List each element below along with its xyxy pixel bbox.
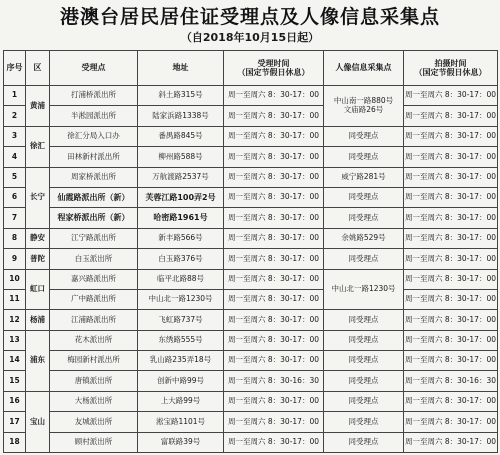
table-row (4, 310, 498, 330)
office-name: 白玉派出所 (50, 249, 138, 269)
table-row (4, 86, 498, 106)
table-row (4, 167, 498, 187)
office-name: 嘉兴路派出所 (50, 269, 138, 289)
photo-hours: 周一至周六 8：30-17：00 (404, 228, 498, 248)
photo-hours: 周一至周六 8：30-17：00 (404, 289, 498, 309)
table-row (4, 126, 498, 146)
row-number: 12 (4, 310, 26, 330)
office-address: 中山北一路1230号 (138, 289, 224, 309)
photo-hours: 周一至周六 8：30-17：00 (404, 126, 498, 146)
office-hours: 周一至周六 8：30-17：00 (224, 187, 324, 207)
district-cell: 浦东 (26, 330, 50, 391)
header-photo-hours-main: 拍摄时间 (434, 58, 467, 68)
photo-point: 同受理点 (324, 330, 404, 350)
photo-point: 同受理点 (324, 432, 404, 452)
office-address: 新丰路566号 (138, 228, 224, 248)
header-photo-hours (404, 51, 498, 86)
office-hours: 周一至周六 8：30-17：00 (224, 86, 324, 106)
row-number: 18 (4, 432, 26, 452)
office-hours: 周一至周六 8：30-17：00 (224, 412, 324, 432)
row-number: 5 (4, 167, 26, 187)
table-row (4, 106, 498, 126)
photo-hours: 周一至周六 8：30-17：00 (404, 167, 498, 187)
photo-point: 同受理点 (324, 126, 404, 146)
photo-hours: 周一至周六 8：30-17：00 (404, 269, 498, 289)
row-number: 14 (4, 351, 26, 371)
table-row (4, 208, 498, 228)
table-row (4, 391, 498, 411)
office-name: 程家桥派出所（新） (50, 208, 138, 228)
office-name: 打浦桥派出所 (50, 86, 138, 106)
photo-point: 威宁路281号 (324, 167, 404, 187)
photo-hours: 周一至周六 8：30-17：00 (404, 86, 498, 106)
office-hours: 周一至周六 8：30-17：00 (224, 289, 324, 309)
row-number: 7 (4, 208, 26, 228)
district-cell: 长宁 (26, 167, 50, 228)
office-name: 仙霞路派出所（新） (50, 187, 138, 207)
photo-hours: 周一至周六 8：30-17：00 (404, 249, 498, 269)
row-number: 2 (4, 106, 26, 126)
photo-point: 中山北一路1230号 (324, 269, 404, 310)
row-number: 13 (4, 330, 26, 350)
header-address: 地址 (138, 51, 224, 86)
office-address: 柳州路588号 (138, 147, 224, 167)
office-hours: 周一至周六 8：30-17：00 (224, 391, 324, 411)
office-name: 徐汇分局入口办 (50, 126, 138, 146)
office-name: 半淞园派出所 (50, 106, 138, 126)
office-hours: 周一至周六 8：30-17：00 (224, 249, 324, 269)
office-name: 广中路派出所 (50, 289, 138, 309)
office-hours: 周一至周六 8：30-17：00 (224, 126, 324, 146)
photo-point: 余姚路529号 (324, 228, 404, 248)
office-name: 江浦路派出所 (50, 310, 138, 330)
photo-hours: 周一至周六 8：30-17：00 (404, 330, 498, 350)
table-row (4, 187, 498, 207)
office-hours: 周一至周六 8：30-17：00 (224, 147, 324, 167)
table-row (4, 289, 498, 309)
office-hours: 周一至周六 8：30-17：00 (224, 208, 324, 228)
header-photo-hours-note: （国定节假日休息） (414, 68, 487, 77)
table-row (4, 228, 498, 248)
office-hours: 周一至周六 8：30-17：00 (224, 106, 324, 126)
office-hours: 周一至周六 8：30-17：00 (224, 310, 324, 330)
row-number: 6 (4, 187, 26, 207)
photo-hours: 周一至周六 8：30-17：00 (404, 147, 498, 167)
row-number: 11 (4, 289, 26, 309)
row-number: 4 (4, 147, 26, 167)
office-hours: 周一至周六 8：30-17：00 (224, 330, 324, 350)
table-row (4, 147, 498, 167)
header-office: 受理点 (50, 51, 138, 86)
office-name: 友城派出所 (50, 412, 138, 432)
office-address: 临平北路88号 (138, 269, 224, 289)
office-name: 唐镇派出所 (50, 371, 138, 391)
document-subtitle: （自2018年10月15日起） (180, 31, 320, 44)
header-hours-note: （国定节假日休息） (237, 68, 310, 77)
office-hours: 周一至周六 8：30-17：00 (224, 269, 324, 289)
district-cell: 徐汇 (26, 126, 50, 167)
office-address: 富联路39号 (138, 432, 224, 452)
row-number: 17 (4, 412, 26, 432)
photo-hours: 周一至周六 8：30-17：00 (404, 351, 498, 371)
photo-hours: 周一至周六 8：30-17：00 (404, 412, 498, 432)
office-address: 番禺路845号 (138, 126, 224, 146)
photo-hours: 周一至周六 8：30-17：00 (404, 391, 498, 411)
district-cell: 普陀 (26, 249, 50, 269)
row-number: 9 (4, 249, 26, 269)
photo-hours: 周一至周六 8：30-16：30 (404, 371, 498, 391)
office-address: 白玉路376号 (138, 249, 224, 269)
photo-point: 同受理点 (324, 391, 404, 411)
photo-point: 同受理点 (324, 147, 404, 167)
office-name: 花木派出所 (50, 330, 138, 350)
office-name: 大杨派出所 (50, 391, 138, 411)
photo-hours: 周一至周六 8：30-17：00 (404, 187, 498, 207)
row-number: 15 (4, 371, 26, 391)
district-cell: 宝山 (26, 391, 50, 452)
table-row (4, 412, 498, 432)
table-row (4, 330, 498, 350)
office-address: 淞宝路1101号 (138, 412, 224, 432)
photo-hours: 周一至周六 8：30-17：00 (404, 208, 498, 228)
header-district: 区 (26, 51, 50, 86)
photo-point: 同受理点 (324, 187, 404, 207)
office-address: 万航渡路2537号 (138, 167, 224, 187)
office-address: 芙蓉江路100弄2号 (138, 187, 224, 207)
service-points-table (3, 50, 498, 453)
district-cell: 杨浦 (26, 310, 50, 330)
office-hours: 周一至周六 8：30-17：00 (224, 351, 324, 371)
district-cell: 虹口 (26, 269, 50, 310)
district-cell: 静安 (26, 228, 50, 248)
photo-point: 同受理点 (324, 249, 404, 269)
table-row (4, 249, 498, 269)
photo-point: 同受理点 (324, 208, 404, 228)
photo-point: 同受理点 (324, 412, 404, 432)
header-photo: 人像信息采集点 (324, 51, 404, 86)
row-number: 3 (4, 126, 26, 146)
office-address: 创新中路99号 (138, 371, 224, 391)
office-name: 周家桥派出所 (50, 167, 138, 187)
header-hours-main: 受理时间 (257, 58, 290, 68)
table-row (4, 269, 498, 289)
table-row (4, 432, 498, 452)
office-hours: 周一至周六 8：30-17：00 (224, 228, 324, 248)
office-name: 顾村派出所 (50, 432, 138, 452)
office-hours: 周一至周六 8：30-17：00 (224, 432, 324, 452)
photo-point: 中山南一路880号 文庙路26号 (324, 86, 404, 127)
header-no: 序号 (4, 51, 26, 86)
photo-hours: 周一至周六 8：30-17：00 (404, 310, 498, 330)
photo-point: 同受理点 (324, 310, 404, 330)
office-hours: 周一至周六 8：30-16：30 (224, 371, 324, 391)
office-name: 江宁路派出所 (50, 228, 138, 248)
header-hours (224, 51, 324, 86)
table-row (4, 371, 498, 391)
office-address: 飞虹路737号 (138, 310, 224, 330)
row-number: 10 (4, 269, 26, 289)
office-address: 上大路99号 (138, 391, 224, 411)
photo-hours: 周一至周六 8：30-17：00 (404, 106, 498, 126)
table-header-row (4, 51, 498, 86)
office-hours: 周一至周六 8：30-17：00 (224, 167, 324, 187)
photo-point: 同受理点 (324, 351, 404, 371)
row-number: 1 (4, 86, 26, 106)
office-name: 梅园新村派出所 (50, 351, 138, 371)
table-row (4, 351, 498, 371)
document-title: 港澳台居民居住证受理点及人像信息采集点 (59, 6, 440, 28)
row-number: 8 (4, 228, 26, 248)
office-address: 东绣路555号 (138, 330, 224, 350)
office-address: 乳山路235弄18号 (138, 351, 224, 371)
district-cell: 黄浦 (26, 86, 50, 127)
office-address: 斜土路315号 (138, 86, 224, 106)
office-address: 哈密路1961号 (138, 208, 224, 228)
photo-hours: 周一至周六 8：30-17：00 (404, 432, 498, 452)
row-number: 16 (4, 391, 26, 411)
photo-point: 同受理点 (324, 371, 404, 391)
office-address: 陆家浜路1338号 (138, 106, 224, 126)
office-name: 田林新村派出所 (50, 147, 138, 167)
